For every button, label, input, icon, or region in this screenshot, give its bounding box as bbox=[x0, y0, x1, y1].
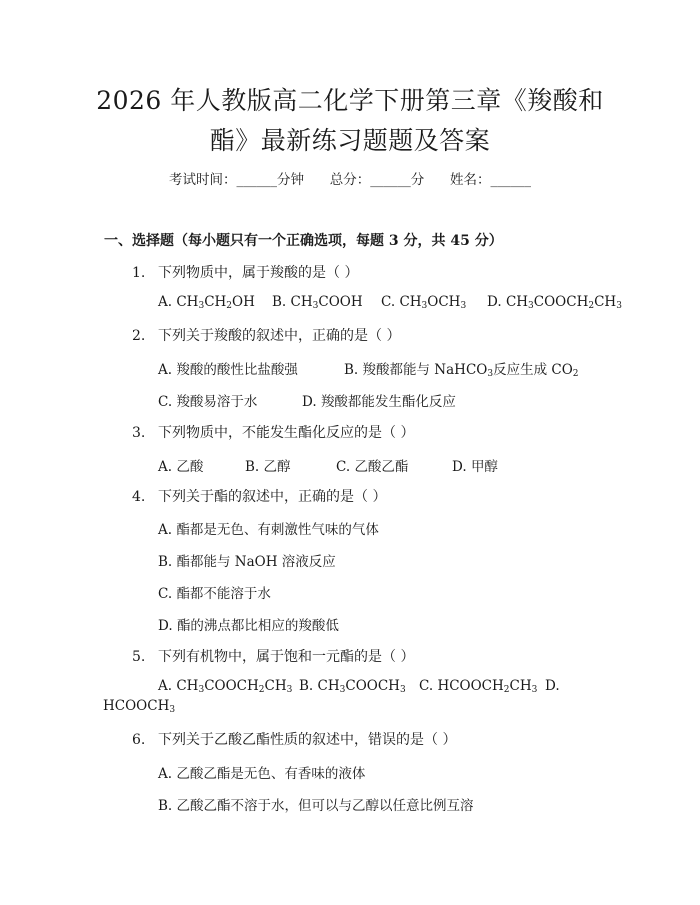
option-text: 羧酸都能与 NaHCO bbox=[362, 362, 488, 378]
q5-option-c bbox=[419, 678, 537, 694]
formula-subscript: 3 bbox=[616, 301, 622, 311]
option-letter: D. bbox=[452, 459, 467, 475]
option-text: 乙酸乙酯 bbox=[354, 459, 409, 475]
question-3 bbox=[132, 422, 414, 442]
option-letter: A. bbox=[158, 678, 173, 694]
q5-option-a bbox=[158, 678, 292, 694]
option-text: 酯都不能溶于水 bbox=[176, 586, 271, 602]
question-number: 2. bbox=[132, 328, 146, 344]
question-text: 下列关于乙酸乙酯性质的叙述中，错误的是（ ） bbox=[158, 732, 457, 748]
formula-subscript: 3 bbox=[198, 685, 205, 695]
question-1 bbox=[132, 262, 358, 282]
option-letter: A. bbox=[158, 459, 173, 475]
question-number: 4. bbox=[132, 489, 146, 505]
formula-subscript: 2 bbox=[226, 301, 233, 311]
option-letter: C. bbox=[419, 678, 434, 694]
q5-option-d-letter: D. bbox=[545, 678, 560, 694]
option-text: 乙醇 bbox=[263, 459, 291, 475]
option-letter: B. bbox=[299, 678, 314, 694]
q4-option-d bbox=[158, 614, 339, 634]
formula-subscript: 3 bbox=[531, 685, 538, 695]
q3-option-a bbox=[158, 455, 203, 475]
name-blank: ______ bbox=[490, 172, 531, 188]
q1-option-d bbox=[487, 294, 622, 310]
score-label: 总分： bbox=[329, 172, 371, 188]
score-unit: 分 bbox=[410, 172, 425, 188]
formula-part: COOCH bbox=[204, 678, 259, 694]
q1-option-c bbox=[381, 294, 466, 310]
option-letter: A. bbox=[158, 294, 173, 310]
option-text: 甲醇 bbox=[470, 459, 498, 475]
question-text: 下列物质中，属于羧酸的是（ ） bbox=[158, 265, 359, 281]
option-letter: B. bbox=[272, 294, 287, 310]
formula-subscript: 3 bbox=[421, 301, 428, 311]
formula-subscript: 3 bbox=[528, 301, 534, 311]
title-line-1: 2026 年人教版高二化学下册第三章《羧酸和 bbox=[96, 86, 604, 115]
option-text: 乙酸 bbox=[176, 459, 204, 475]
option-text: 乙酸乙酯是无色、有香味的液体 bbox=[176, 766, 366, 782]
formula-subscript: 3 bbox=[399, 685, 406, 695]
question-2 bbox=[132, 325, 400, 345]
formula-subscript: 3 bbox=[312, 301, 319, 311]
formula-part: CH bbox=[399, 294, 422, 310]
q2-option-d bbox=[302, 390, 456, 410]
q1-option-b bbox=[272, 294, 363, 310]
question-6 bbox=[132, 729, 456, 749]
score-blank: ______ bbox=[370, 172, 411, 188]
option-text: 乙酸乙酯不溶于水，但可以与乙醇以任意比例互溶 bbox=[176, 798, 474, 814]
exam-meta bbox=[0, 168, 700, 188]
formula-subscript: 2 bbox=[503, 685, 510, 695]
q3-option-b bbox=[245, 455, 291, 475]
q2-option-a bbox=[158, 358, 298, 378]
formula-subscript: 3 bbox=[169, 705, 176, 715]
name-label: 姓名： bbox=[450, 172, 491, 188]
option-text: 反应生成 CO bbox=[493, 362, 573, 378]
q6-option-a bbox=[158, 762, 365, 782]
formula-part: HCOOCH bbox=[103, 698, 170, 714]
question-5 bbox=[132, 646, 414, 666]
option-letter: B. bbox=[245, 459, 260, 475]
q5-option-d-formula bbox=[103, 698, 175, 714]
formula-part: CH bbox=[204, 294, 227, 310]
q2-option-c bbox=[158, 390, 257, 410]
formula-part: OH bbox=[232, 294, 255, 310]
option-text: 酯的沸点都比相应的羧酸低 bbox=[176, 618, 339, 634]
option-letter: B. bbox=[344, 362, 359, 378]
question-number: 6. bbox=[132, 732, 146, 748]
option-letter: B. bbox=[158, 798, 173, 814]
formula-part: CH bbox=[505, 294, 529, 310]
q1-option-a bbox=[158, 294, 255, 310]
formula-part: CH bbox=[594, 294, 617, 310]
formula-part: COOCH bbox=[533, 294, 589, 310]
title-line-2: 酯》最新练习题题及答案 bbox=[209, 126, 491, 155]
q3-option-c bbox=[336, 455, 408, 475]
question-4 bbox=[132, 486, 386, 506]
formula-part: COOCH bbox=[345, 678, 400, 694]
formula-subscript: 2 bbox=[572, 369, 579, 379]
q6-option-b bbox=[158, 794, 474, 814]
formula-part: CH bbox=[317, 678, 340, 694]
formula-subscript: 3 bbox=[198, 301, 205, 311]
section-heading: 一、选择题（每小题只有一个正确选项，每题 3 分，共 45 分） bbox=[104, 233, 503, 249]
option-text: 羧酸易溶于水 bbox=[176, 394, 258, 410]
option-letter: C. bbox=[336, 459, 351, 475]
formula-part: CH bbox=[176, 678, 199, 694]
formula-subscript: 3 bbox=[339, 685, 346, 695]
q5-option-b bbox=[299, 678, 406, 694]
option-letter: B. bbox=[158, 554, 173, 570]
formula-part: CH bbox=[509, 678, 532, 694]
option-text: 酯都能与 NaOH 溶液反应 bbox=[176, 554, 336, 570]
formula-subscript: 2 bbox=[258, 685, 265, 695]
question-number: 3. bbox=[132, 425, 146, 441]
formula-part: OCH bbox=[427, 294, 461, 310]
q3-option-d bbox=[452, 455, 498, 475]
question-number: 5. bbox=[132, 649, 146, 665]
option-letter: D. bbox=[487, 294, 502, 310]
option-text: 羧酸的酸性比盐酸强 bbox=[176, 362, 298, 378]
question-text: 下列关于酯的叙述中，正确的是（ ） bbox=[158, 489, 387, 505]
formula-subscript: 3 bbox=[487, 369, 494, 379]
question-number: 1. bbox=[132, 265, 146, 281]
formula-part: COOH bbox=[318, 294, 363, 310]
question-text: 下列有机物中，属于饱和一元酯的是（ ） bbox=[158, 649, 415, 665]
option-letter: D. bbox=[302, 394, 317, 410]
q4-option-a bbox=[158, 518, 379, 538]
question-text: 下列关于羧酸的叙述中，正确的是（ ） bbox=[158, 328, 401, 344]
option-letter: D. bbox=[158, 618, 173, 634]
time-label: 考试时间： bbox=[169, 172, 237, 188]
option-letter: A. bbox=[158, 362, 173, 378]
formula-subscript: 3 bbox=[460, 301, 467, 311]
q4-option-c bbox=[158, 582, 271, 602]
option-letter: C. bbox=[158, 394, 173, 410]
time-unit: 分钟 bbox=[277, 172, 304, 188]
formula-subscript: 3 bbox=[286, 685, 293, 695]
option-letter: C. bbox=[381, 294, 396, 310]
formula-part: CH bbox=[176, 294, 199, 310]
q2-option-b bbox=[344, 358, 579, 378]
formula-part: CH bbox=[264, 678, 287, 694]
option-letter: A. bbox=[158, 522, 173, 538]
time-blank: ______ bbox=[236, 172, 277, 188]
question-text: 下列物质中，不能发生酯化反应的是（ ） bbox=[158, 425, 415, 441]
option-text: 羧酸都能发生酯化反应 bbox=[320, 394, 456, 410]
q4-option-b bbox=[158, 550, 336, 570]
option-letter: C. bbox=[158, 586, 173, 602]
option-text: 酯都是无色、有刺激性气味的气体 bbox=[176, 522, 379, 538]
formula-part: HCOOCH bbox=[437, 678, 504, 694]
option-letter: A. bbox=[158, 766, 173, 782]
formula-subscript: 2 bbox=[588, 301, 595, 311]
formula-part: CH bbox=[290, 294, 313, 310]
